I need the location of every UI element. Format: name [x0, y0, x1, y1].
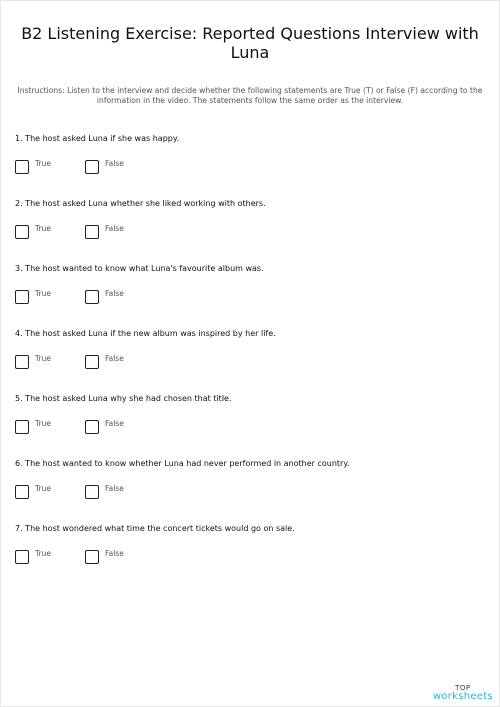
- false-checkbox[interactable]: [85, 485, 99, 499]
- true-label: True: [35, 289, 51, 298]
- answer-options: [15, 290, 485, 310]
- false-checkbox[interactable]: [85, 290, 99, 304]
- false-checkbox[interactable]: [85, 160, 99, 174]
- question-3: [15, 264, 485, 310]
- question-2: [15, 199, 485, 245]
- question-6: [15, 459, 485, 505]
- true-label: True: [35, 224, 51, 233]
- brand-logo-top: TOP: [455, 684, 471, 692]
- false-checkbox[interactable]: [85, 225, 99, 239]
- question-4: [15, 329, 485, 375]
- false-checkbox[interactable]: [85, 355, 99, 369]
- answer-options: [15, 225, 485, 245]
- answer-options: [15, 485, 485, 505]
- question-text: 3. The host wanted to know what Luna's favourite album was.: [15, 264, 264, 273]
- question-text: 6. The host wanted to know whether Luna had never performed in another country.: [15, 459, 350, 468]
- answer-options: [15, 550, 485, 570]
- true-label: True: [35, 419, 51, 428]
- true-checkbox[interactable]: [15, 550, 29, 564]
- question-text: 7. The host wondered what time the concert tickets would go on sale.: [15, 524, 295, 533]
- false-checkbox[interactable]: [85, 550, 99, 564]
- answer-options: [15, 355, 485, 375]
- question-7: [15, 524, 485, 570]
- true-checkbox[interactable]: [15, 290, 29, 304]
- false-label: False: [105, 549, 124, 558]
- worksheet-title: B2 Listening Exercise: Reported Questions Interview with Luna: [21, 24, 479, 62]
- answer-options: [15, 160, 485, 180]
- instructions-text: Instructions: Listen to the interview and decide whether the following statements are True (T) or False (F) according to the information in the video. The statements follow the same order as the interview.: [17, 86, 483, 105]
- true-label: True: [35, 159, 51, 168]
- false-label: False: [105, 289, 124, 298]
- question-5: [15, 394, 485, 440]
- question-text: 2. The host asked Luna whether she liked working with others.: [15, 199, 266, 208]
- false-label: False: [105, 419, 124, 428]
- brand-logo: [433, 685, 493, 702]
- question-text: 5. The host asked Luna why she had chosen that title.: [15, 394, 232, 403]
- true-checkbox[interactable]: [15, 420, 29, 434]
- false-label: False: [105, 354, 124, 363]
- false-label: False: [105, 484, 124, 493]
- true-label: True: [35, 549, 51, 558]
- false-label: False: [105, 159, 124, 168]
- answer-options: [15, 420, 485, 440]
- false-label: False: [105, 224, 124, 233]
- true-checkbox[interactable]: [15, 160, 29, 174]
- question-text: 1. The host asked Luna if she was happy.: [15, 134, 179, 143]
- true-label: True: [35, 354, 51, 363]
- true-checkbox[interactable]: [15, 355, 29, 369]
- true-checkbox[interactable]: [15, 225, 29, 239]
- true-checkbox[interactable]: [15, 485, 29, 499]
- question-text: 4. The host asked Luna if the new album was inspired by her life.: [15, 329, 276, 338]
- true-label: True: [35, 484, 51, 493]
- brand-logo-bottom: worksheets: [432, 691, 493, 702]
- false-checkbox[interactable]: [85, 420, 99, 434]
- question-1: [15, 134, 485, 180]
